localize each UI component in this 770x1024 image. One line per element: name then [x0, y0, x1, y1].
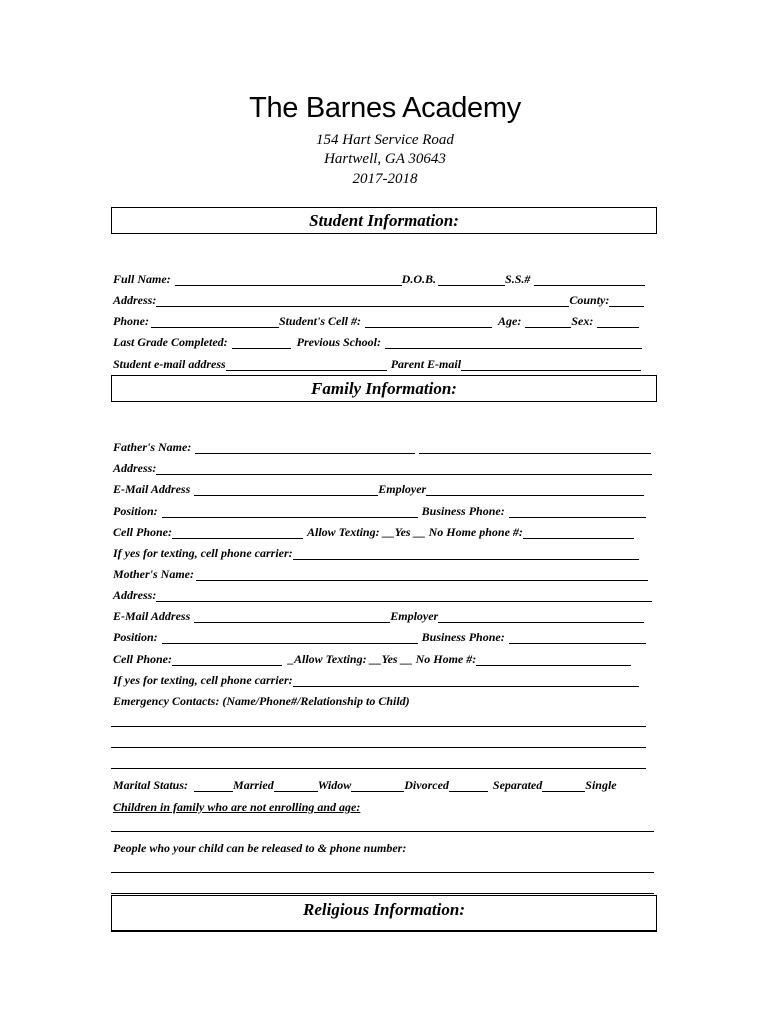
release-line-1[interactable]	[111, 872, 654, 873]
full-name-field[interactable]	[175, 273, 402, 286]
married-field[interactable]	[194, 779, 233, 792]
age-field[interactable]	[525, 315, 571, 328]
address-line1: 154 Hart Service Road	[316, 132, 454, 148]
row-mother-address	[113, 586, 652, 602]
row-father-email	[113, 480, 644, 496]
mother-position-field[interactable]	[162, 631, 418, 644]
phone-field[interactable]	[151, 315, 279, 328]
label-father-carrier: If yes for texting, cell phone carrier:	[113, 546, 293, 560]
fathers-name-field[interactable]	[195, 441, 415, 454]
label-children-not-enrolling: Children in family who are not enrolling and age:	[113, 800, 361, 814]
label-mothers-name: Mother's Name:	[113, 567, 194, 581]
row-fathers-name	[113, 438, 651, 454]
label-sex: Sex:	[571, 314, 594, 328]
mothers-name-field[interactable]	[196, 568, 648, 581]
label-separated: Separated	[492, 778, 543, 792]
label-allow-texting-1: Allow Texting: __Yes __ No Home phone #:	[307, 525, 523, 539]
emergency-line-1[interactable]	[111, 726, 646, 727]
ss-field[interactable]	[534, 273, 645, 286]
label-address: Address:	[113, 293, 157, 307]
mother-employer-field[interactable]	[438, 610, 644, 623]
label-father-cell: Cell Phone:	[113, 525, 172, 539]
label-age: Age:	[498, 314, 522, 328]
label-mother-carrier: If yes for texting, cell phone carrier:	[113, 673, 293, 687]
label-county: County:	[569, 293, 610, 307]
row-mother-carrier	[113, 671, 639, 687]
label-father-address: Address:	[113, 461, 157, 475]
father-email-field[interactable]	[194, 483, 378, 496]
father-address-field[interactable]	[156, 462, 652, 475]
label-mother-address: Address:	[113, 588, 157, 602]
divorced-field[interactable]	[351, 779, 404, 792]
section-family-info: Family Information:	[111, 375, 657, 402]
label-marital-status: Marital Status:	[113, 778, 189, 792]
school-title: The Barnes Academy	[249, 92, 521, 124]
mother-home-phone-field[interactable]	[476, 653, 631, 666]
row-last-grade	[113, 333, 642, 349]
label-father-employer: Employer	[378, 482, 427, 496]
student-email-field[interactable]	[226, 358, 387, 371]
label-mother-email: E-Mail Address	[113, 609, 191, 623]
row-mothers-name	[113, 565, 648, 581]
father-carrier-field[interactable]	[293, 547, 639, 560]
emergency-line-3[interactable]	[111, 768, 646, 769]
label-father-email: E-Mail Address	[113, 482, 191, 496]
row-father-address	[113, 459, 652, 475]
mother-business-phone-field[interactable]	[509, 631, 646, 644]
row-children	[113, 798, 360, 814]
release-line-2[interactable]	[111, 893, 654, 894]
label-last-grade: Last Grade Completed:	[113, 335, 228, 349]
row-emails	[113, 355, 641, 371]
label-full-name: Full Name:	[113, 272, 171, 286]
father-business-phone-field[interactable]	[509, 505, 646, 518]
single-field[interactable]	[542, 779, 585, 792]
row-marital-status	[113, 776, 617, 792]
mother-carrier-field[interactable]	[293, 674, 639, 687]
label-mother-position: Position:	[113, 630, 158, 644]
label-emergency-contacts: Emergency Contacts: (Name/Phone#/Relationship to Child)	[113, 694, 410, 708]
label-student-email: Student e-mail address	[113, 357, 226, 371]
row-full-name	[113, 270, 645, 286]
label-ss: S.S.#	[505, 272, 531, 286]
row-address	[113, 291, 644, 307]
address-field[interactable]	[156, 294, 569, 307]
address-line2: Hartwell, GA 30643	[324, 151, 446, 167]
last-grade-field[interactable]	[232, 336, 291, 349]
father-cell-field[interactable]	[172, 526, 303, 539]
sex-field[interactable]	[597, 315, 639, 328]
row-mother-position	[113, 628, 646, 644]
previous-school-field[interactable]	[385, 336, 642, 349]
label-mother-cell: Cell Phone:	[113, 652, 172, 666]
label-allow-texting-2: _Allow Texting: __Yes __ No Home #:	[288, 652, 477, 666]
row-father-position	[113, 502, 646, 518]
label-father-position: Position:	[113, 504, 158, 518]
separated-field[interactable]	[449, 779, 488, 792]
school-year: 2017-2018	[352, 171, 418, 187]
label-married: Married	[233, 778, 274, 792]
mother-address-field[interactable]	[156, 589, 652, 602]
label-mother-employer: Employer	[390, 609, 439, 623]
fathers-name-field-2[interactable]	[419, 441, 651, 454]
row-phone	[113, 312, 639, 328]
father-position-field[interactable]	[162, 505, 418, 518]
label-students-cell: Student's Cell #:	[279, 314, 362, 328]
mother-cell-field[interactable]	[172, 653, 282, 666]
section-religious-info: Religious Information:	[111, 895, 657, 932]
father-employer-field[interactable]	[426, 483, 644, 496]
row-mother-cell	[113, 650, 631, 666]
widow-field[interactable]	[274, 779, 318, 792]
section-student-info: Student Information:	[111, 207, 657, 234]
label-parent-email: Parent E-mail	[390, 357, 462, 371]
row-father-cell	[113, 523, 634, 539]
row-emergency	[113, 692, 410, 708]
parent-email-field[interactable]	[461, 358, 641, 371]
row-mother-email	[113, 607, 644, 623]
dob-field[interactable]	[438, 273, 505, 286]
label-widow: Widow	[317, 778, 352, 792]
label-dob: D.O.B.	[401, 272, 437, 286]
county-field[interactable]	[609, 294, 644, 307]
row-release	[113, 839, 406, 855]
label-single: Single	[585, 778, 617, 792]
label-mother-business-phone: Business Phone:	[421, 630, 505, 644]
children-line[interactable]	[111, 831, 654, 832]
father-home-phone-field[interactable]	[523, 526, 634, 539]
row-father-carrier	[113, 544, 639, 560]
students-cell-field[interactable]	[365, 315, 492, 328]
label-release-contacts: People who your child can be released to & phone number:	[113, 841, 407, 855]
emergency-line-2[interactable]	[111, 747, 646, 748]
mother-email-field[interactable]	[194, 610, 390, 623]
label-fathers-name: Father's Name:	[113, 440, 192, 454]
label-father-business-phone: Business Phone:	[421, 504, 505, 518]
label-previous-school: Previous School:	[296, 335, 381, 349]
label-divorced: Divorced	[404, 778, 449, 792]
label-phone: Phone:	[113, 314, 149, 328]
